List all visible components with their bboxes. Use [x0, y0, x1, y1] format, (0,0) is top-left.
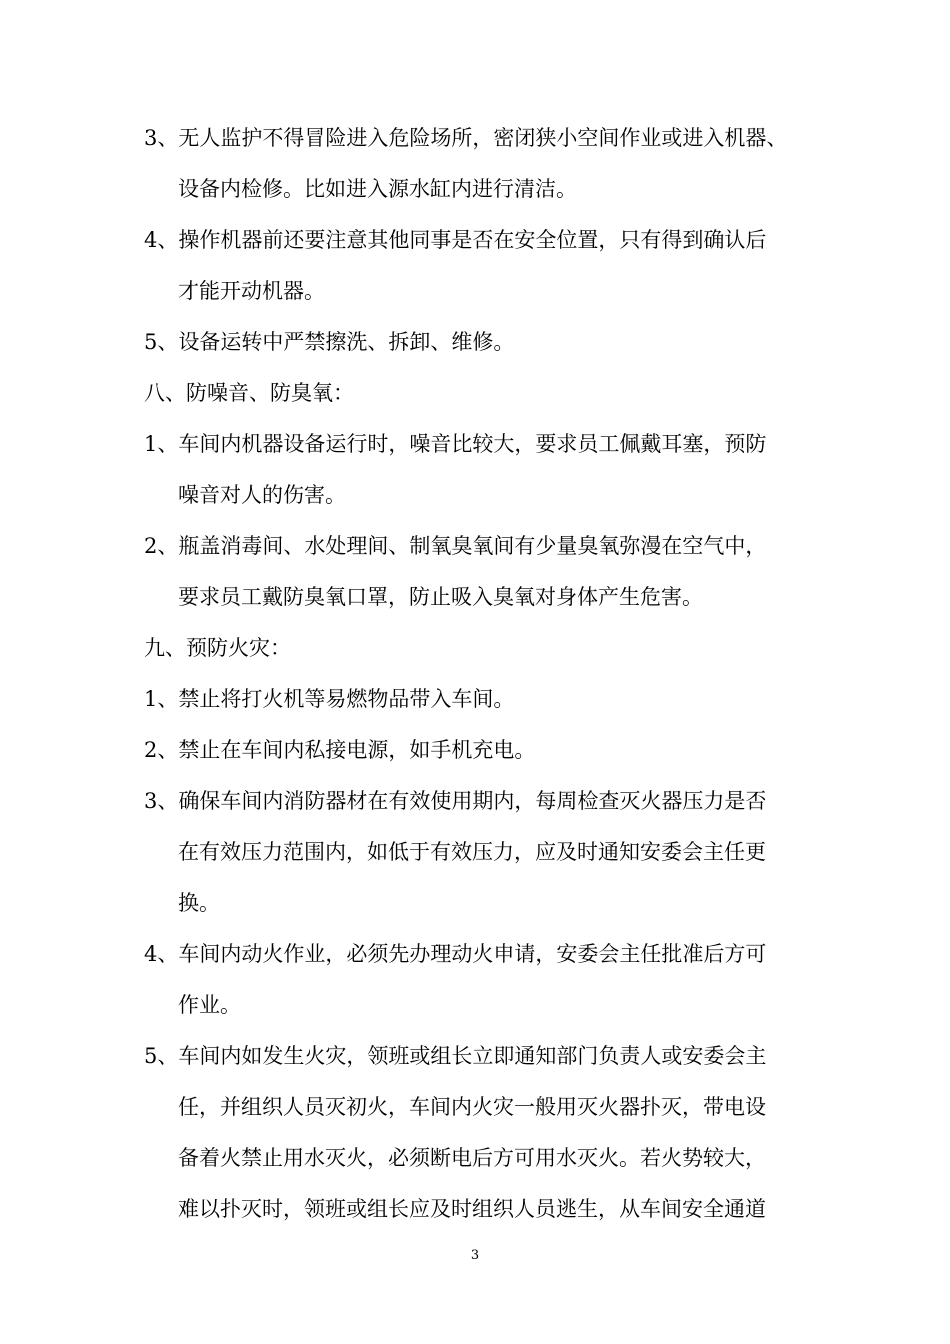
text-line: 噪音对人的伤害。: [178, 483, 346, 507]
text-line: 换。: [178, 891, 220, 915]
text-line: 任，并组织人员灭初火，车间内火灾一般用灭火器扑灭，带电设: [178, 1095, 766, 1119]
text-line: 5、车间内如发生火灾，领班或组长立即通知部门负责人或安委会主: [144, 1044, 767, 1068]
text-line: 作业。: [178, 993, 241, 1017]
document-body: [144, 113, 812, 1235]
text-line: 才能开动机器。: [178, 279, 325, 303]
text-line: 在有效压力范围内，如低于有效压力，应及时通知安委会主任更: [178, 840, 766, 864]
text-line: 2、瓶盖消毒间、水处理间、制氧臭氧间有少量臭氧弥漫在空气中，: [144, 534, 767, 558]
list-item-2-no-private-power: [144, 725, 812, 776]
text-line: 备着火禁止用水灭火，必须断电后方可用水灭火。若火势较大，: [178, 1146, 766, 1170]
text-line: 3、确保车间内消防器材在有效使用期内，每周检查灭火器压力是否: [144, 789, 767, 813]
text-line: 设备内检修。比如进入源水缸内进行清洁。: [178, 177, 577, 201]
text-line: 要求员工戴防臭氧口罩，防止吸入臭氧对身体产生危害。: [178, 585, 703, 609]
text-line: 4、操作机器前还要注意其他同事是否在安全位置，只有得到确认后: [144, 228, 767, 252]
list-item-3-unattended: [144, 113, 812, 215]
text-line: 1、车间内机器设备运行时，噪音比较大，要求员工佩戴耳塞，预防: [144, 432, 767, 456]
text-line: 1、禁止将打火机等易燃物品带入车间。: [144, 687, 515, 711]
list-item-4-hot-work: [144, 929, 812, 1031]
text-line: 难以扑灭时，领班或组长应及时组织人员逃生，从车间安全通道: [178, 1197, 766, 1221]
list-item-1-noise: [144, 419, 812, 521]
text-line: 2、禁止在车间内私接电源，如手机充电。: [144, 738, 536, 762]
text-line: 3、无人监护不得冒险进入危险场所，密闭狭小空间作业或进入机器、: [144, 126, 788, 150]
section-heading-8: 八、防噪音、防臭氧：: [144, 381, 354, 405]
list-item-1-no-lighters: [144, 674, 812, 725]
text-line: 4、车间内动火作业，必须先办理动火申请，安委会主任批准后方可: [144, 942, 767, 966]
page-number: 3: [470, 1248, 480, 1263]
section-heading-9: 九、预防火灾：: [144, 636, 291, 660]
list-item-2-ozone: [144, 521, 812, 623]
list-item-5-fire-response: [144, 1031, 812, 1235]
text-line: 5、设备运转中严禁擦洗、拆卸、维修。: [144, 330, 515, 354]
list-item-3-fire-equipment: [144, 776, 812, 929]
list-item-5-no-cleaning-running: [144, 317, 812, 368]
list-item-4-check-colleagues: [144, 215, 812, 317]
